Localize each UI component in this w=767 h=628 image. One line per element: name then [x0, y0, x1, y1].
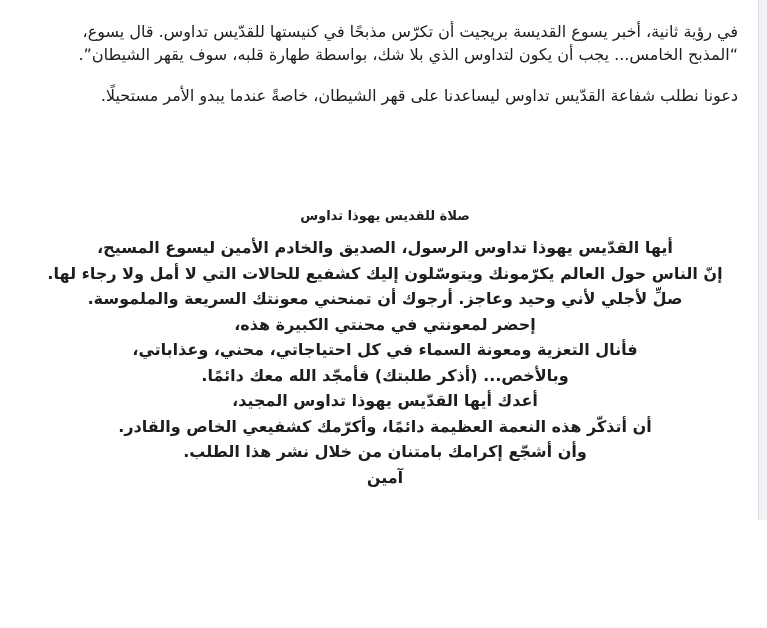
scrollbar-edge[interactable] — [758, 0, 767, 520]
prayer-line: وبالأخص... (أذكر طلبتك) فأمجّد الله معك دائمًا. — [201, 365, 569, 385]
post-paragraph: في رؤية ثانية، أخبر يسوع القديسة بريجيت أن تكرّس مذبحًا في كنيستها للقدّيس تداوس. قال يسوع، “المذبح الخامس... يجب أن يكون لتداوس الذي بلا شك، بواسطة طهارة قلبه، سوف يقهر الشيطان”. — [78, 22, 738, 64]
prayer-line: أعدك أيها القدّيس يهوذا تداوس المجيد، — [232, 391, 538, 410]
prayer-line: أن أتذكّر هذه النعمة العظيمة دائمًا، وأكرّمك كشفيعي الخاص والقادر. — [118, 416, 652, 436]
post-paragraph: دعونا نطلب شفاعة القدّيس تداوس ليساعدنا على قهر الشيطان، خاصةً عندما يبدو الأمر مستحيلًا. — [100, 86, 738, 105]
prayer-title: صلاة للقديس يهوذا تداوس — [300, 209, 470, 224]
prayer-line: أيها القدّيس يهوذا تداوس الرسول، الصديق والخادم الأمين ليسوع المسيح، — [97, 238, 673, 257]
prayer-line: إنّ الناس حول العالم يكرّمونك ويتوسّلون إليك كشفيع للحالات التي لا أمل ولا رجاء لها. — [47, 263, 723, 283]
prayer-line: صلِّ لأجلي لأني وحيد وعاجز. أرجوك أن تمنحني معونتك السريعة والملموسة. — [87, 289, 683, 308]
prayer-amen: آمين — [366, 467, 404, 487]
prayer-line: فأنال التعزية ومعونة السماء في كل احتياجاتي، محني، وعذاباتي، — [132, 340, 638, 359]
post-body — [30, 20, 738, 107]
prayer-line: وأن أشجّع إكرامك بامتنان من خلال نشر هذا الطلب. — [183, 442, 587, 461]
prayer-block — [30, 208, 740, 490]
prayer-line: إحضر لمعونتي في محنتي الكبيرة هذه، — [234, 314, 536, 334]
